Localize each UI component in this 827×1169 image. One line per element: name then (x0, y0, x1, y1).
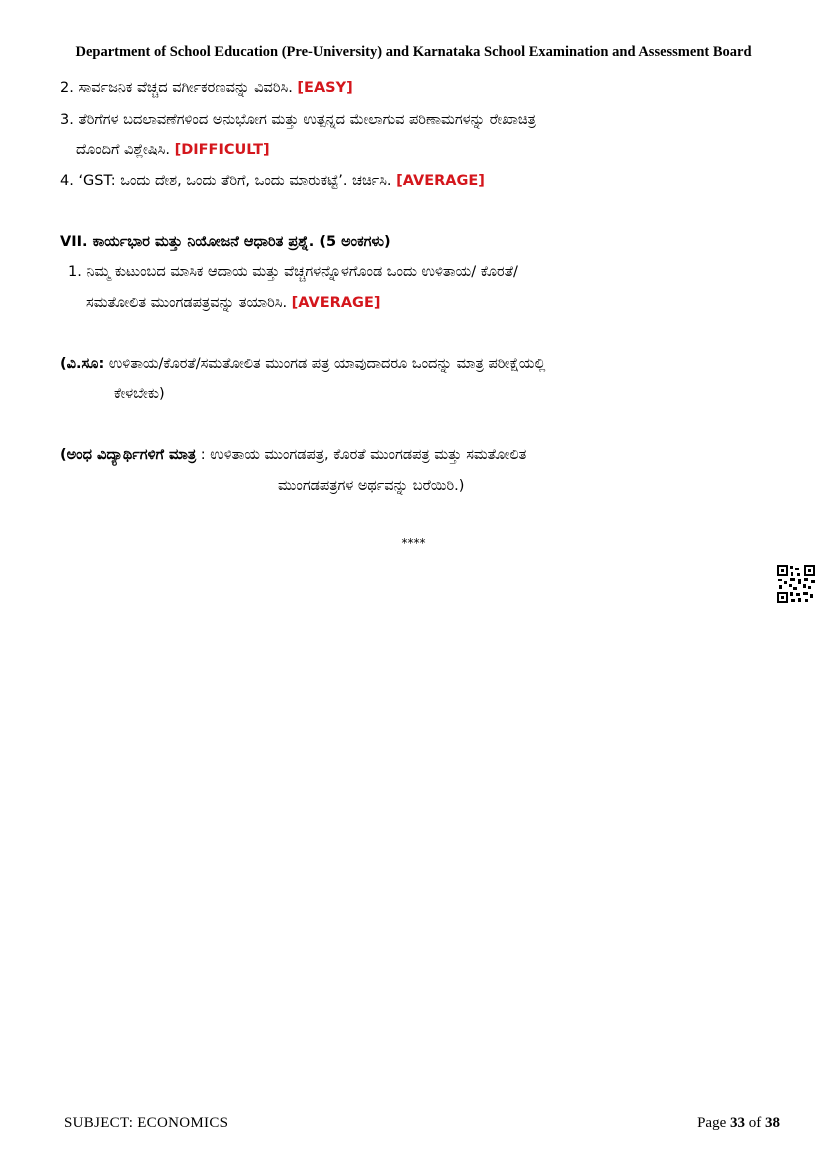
difficulty-tag: [DIFFICULT] (174, 142, 270, 158)
section-question-1-continued (86, 293, 380, 313)
end-marker: **** (401, 536, 426, 550)
current-page: 33 (730, 1115, 745, 1131)
note-text: ಉಳಿತಾಯ/ಕೊರತೆ/ಸಮತೋಲಿತ ಮುಂಗಡ ಪತ್ರ ಯಾವುದಾದರೂ ಒಂದನ್ನು ಮಾತ್ರ ಪರೀಕ್ಷೆಯಲ್ಲಿ (108, 356, 546, 372)
footer-subject: SUBJECT: ECONOMICS (64, 1115, 229, 1131)
note-paragraph (60, 354, 545, 374)
question-number: 2. (60, 80, 74, 96)
note-label: (ಅಂಧ ವಿದ್ಯಾರ್ಥಿಗಳಿಗೆ ಮಾತ್ರ (60, 447, 197, 463)
question-3-continued (76, 140, 270, 160)
total-pages: 38 (765, 1115, 780, 1131)
section-question-1 (68, 262, 518, 282)
note-text: : ಉಳಿತಾಯ ಮುಂಗಡಪತ್ರ, ಕೊರತೆ ಮುಂಗಡಪತ್ರ ಮತ್ತು ಸಮತೋಲಿತ (200, 447, 527, 463)
page-header: Department of School Education (Pre-University) and Karnataka School Examination and Assessment Board (75, 44, 752, 60)
question-text: ‘GST: ಒಂದು ದೇಶ, ಒಂದು ತೆರಿಗೆ, ಒಂದು ಮಾರುಕಟ್ಟೆ’. ಚರ್ಚಿಸಿ. (78, 173, 392, 189)
page-label: Page (697, 1115, 727, 1131)
question-text: ನಿಮ್ಮ ಕುಟುಂಬದ ಮಾಸಿಕ ಆದಾಯ ಮತ್ತು ವೆಚ್ಚಗಳನ್ನೊಳಗೊಂಡ ಒಂದು ಉಳಿತಾಯ/ ಕೊರತೆ/ (86, 264, 518, 280)
question-2 (60, 78, 353, 98)
note-paragraph-continued: ಕೇಳಬೇಕು) (114, 386, 165, 402)
question-text: ಸಮತೋಲಿತ ಮುಂಗಡಪತ್ರವನ್ನು ತಯಾರಿಸಿ. (86, 295, 288, 311)
qr-code-icon (776, 564, 816, 604)
question-text: ತೆರಿಗೆಗಳ ಬದಲಾವಣೆಗಳಿಂದ ಅನುಭೋಗ ಮತ್ತು ಉತ್ಪನ್ನದ ಮೇಲಾಗುವ ಪರಿಣಾಮಗಳನ್ನು ರೇಖಾಚಿತ್ರ (78, 112, 536, 128)
difficulty-tag: [AVERAGE] (396, 173, 485, 189)
difficulty-tag: [AVERAGE] (291, 295, 381, 311)
question-4 (60, 171, 485, 191)
question-number: 1. (68, 264, 82, 280)
page-of: of (748, 1115, 762, 1131)
question-text: ದೊಂದಿಗೆ ವಿಶ್ಲೇಷಿಸಿ. (76, 142, 170, 158)
section-heading: VII. ಕಾರ್ಯಭಾರ ಮತ್ತು ನಿಯೋಜನೆ ಆಧಾರಿತ ಪ್ರಶ್ನೆ. (5 ಅಂಕಗಳು) (60, 234, 391, 250)
difficulty-tag: [EASY] (297, 80, 353, 96)
question-3 (60, 110, 536, 130)
footer-page-number (697, 1115, 780, 1132)
question-number: 3. (60, 112, 74, 128)
question-text: ಸಾರ್ವಜನಿಕ ವೆಚ್ಚದ ವರ್ಗೀಕರಣವನ್ನು ವಿವರಿಸಿ. (78, 80, 293, 96)
question-number: 4. (60, 173, 74, 189)
blind-students-note-continued: ಮುಂಗಡಪತ್ರಗಳ ಅರ್ಥವನ್ನು ಬರೆಯಿರಿ.) (278, 478, 465, 494)
note-label: (ವಿ.ಸೂ: (60, 356, 105, 372)
blind-students-note (60, 445, 526, 465)
